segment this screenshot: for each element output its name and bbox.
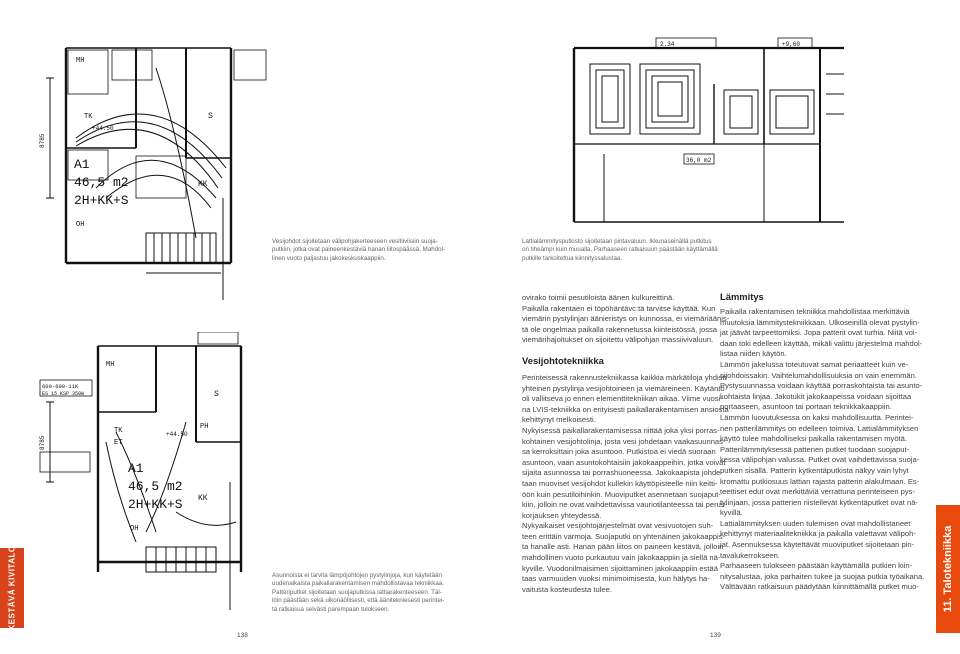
- text-line: Nykyaikaiset vesijohtojärjestelmät ovat vesivuotojen suh-: [522, 521, 714, 531]
- paragraph: [522, 521, 726, 595]
- text-line: Lämmön luovutuksessa on kaksi mahdollisuutta. Perintei-: [720, 412, 914, 422]
- caption-line: on tiheämpi kuin muualla. Parhaaseen ratkaisuun päästään käyttämällä: [522, 246, 718, 254]
- paragraph: [522, 425, 728, 521]
- plan-bottom-apt-id: A1: [128, 461, 144, 476]
- text-line: kessa välipohjan valussa. Putket ovat vaihdettavissa suoja-: [720, 455, 920, 465]
- plan-top-room-s: S: [208, 112, 213, 121]
- text-line: Perinteisessä rakennustekniikassa kaikkia märkätiloja yhdisti: [522, 372, 727, 382]
- text-line: kehittynyt materiaalitekniikka ja paikalla valettavat välipoh-: [720, 529, 916, 539]
- text-line: viemärihajoitukset on sijoitettu välipohjan massiivivaluun.: [522, 335, 714, 345]
- plan-bottom-area: 46,5 m2: [128, 479, 183, 494]
- plan-top-room-mh: MH: [76, 57, 85, 65]
- caption-line: linen vuoto paljastuu jakokeskuskaappiin.: [272, 254, 386, 262]
- text-line: teettiset edut ovat merkittäviä verrattuna perinteiseen pys-: [720, 487, 916, 497]
- caption-line: Lattialämmitysputkisto sijoitetaan pintavaluun. Ikkunaseinällä putkitus: [522, 238, 712, 245]
- text-line: kyvillä.: [720, 508, 743, 518]
- text-line: sijaita asunnossa tai porrashuoneessa. Jakokaapista johde-: [522, 468, 723, 478]
- plan-bottom-dim-side: 8785: [39, 435, 46, 450]
- text-line: kiin, jolloin ne ovat vaihdettavissa vauriotilanteessa tai perus-: [522, 500, 728, 510]
- intro-paragraph: [522, 293, 730, 346]
- plan-top-area: 46,5 m2: [74, 175, 129, 190]
- floor-plan-floor-heating: [564, 34, 854, 230]
- plan-top-tk: TK: [84, 113, 93, 121]
- text-line: viemärin pystylinjan äänieristys on kunnossa, ei viemäriäänis-: [522, 314, 730, 324]
- text-line: oli vallitseva jo ennen elementtitekniikan aikaa. Viime vuosi-: [522, 394, 723, 404]
- caption-line: Asunnoista ei tarvita lämpöjohtojen pystylinjoja, kun käytetään: [272, 572, 442, 579]
- text-line: ta hanalle asti. Hanan pään liitos on paineen kestävä, jolloin: [522, 542, 724, 552]
- text-line: muutoksia lämmitystekniikkaan. Ulkoseinillä olevat pystylin-: [720, 317, 920, 327]
- text-line: Parhaaseen tulokseen päästään käyttämällä putkien kiin-: [720, 561, 913, 571]
- text-line: kyville. Vuodonilmaisimen sijoittaminen jakokaappiin estää: [522, 563, 718, 573]
- text-line: Nykyisessä paikallarakentamisessa riittää joka yksi porras-: [522, 425, 720, 435]
- paragraph: [720, 444, 920, 519]
- paragraph: [720, 519, 916, 561]
- plan-bottom-room-mh: MH: [106, 361, 115, 369]
- text-line: Paikalla rakentaen ei töpöhäntävc:tä tarvitse käyttää. Kun: [522, 303, 716, 313]
- text-line: listaa niiden käytön.: [720, 349, 787, 359]
- floor-plan-heating-pipes: [36, 332, 268, 610]
- paragraph: [720, 561, 925, 593]
- text-line: teen erittäin varmoja. Suojaputki on yhtenäinen jakokaappis-: [522, 531, 726, 541]
- right-page: [480, 0, 960, 654]
- text-line: ovirako toimii pesutiloista äänen kulkureittinä.: [522, 293, 675, 302]
- page-number-right: 139: [710, 632, 721, 639]
- paragraph: [720, 307, 923, 360]
- text-line: taas varmuuden vuoksi minimoimisesta, kun hälytys ha-: [522, 574, 710, 584]
- plan-top-level: +44.50: [92, 125, 114, 132]
- plan-bottom-level: +44.50: [166, 431, 188, 438]
- text-line: Välttävään ratkaisuun päädytään kiinnittämällä putket muo-: [720, 582, 919, 592]
- brand-logo-band: [0, 545, 24, 631]
- plan-bottom-rooms: 2H+KK+S: [128, 497, 183, 512]
- text-line: tavalukerrokseen.: [720, 550, 780, 560]
- text-line: sa kerroksittain joka asuntoon. Putkistoa ei viedä suoraan: [522, 447, 716, 457]
- plan-bottom-et: ET: [114, 439, 123, 447]
- paragraph: [720, 412, 919, 445]
- plan-top-apt-id: A1: [74, 157, 90, 172]
- page-number-left: 138: [237, 632, 248, 639]
- text-line: käyttö tulee mahdolliseksi paikalla rakentamisen myötä.: [720, 434, 907, 444]
- caption-floor-heating: [522, 238, 718, 263]
- heating-plan-label-b: 36,0 m2: [686, 157, 712, 164]
- paragraph: [522, 372, 729, 426]
- plan-bottom-note-a: 600-600-11K: [42, 383, 79, 390]
- plan-top-room-kk: KK: [198, 180, 208, 189]
- plan-bottom-room-s: S: [214, 390, 219, 399]
- text-line: mahdollinen vuoto purkautuu vain jakokaappiin ja siellä nä-: [522, 553, 721, 563]
- plan-top-rooms: 2H+KK+S: [74, 193, 129, 208]
- heating-plan-label-c: +9,60: [782, 41, 801, 48]
- plan-bottom-room-kk: KK: [198, 494, 208, 503]
- text-line: Patterilämmityksessä patterien putket tuodaan suojaput-: [720, 444, 910, 454]
- text-line: Paikalla rakentamisen tekniikka mahdollistaa merkittäviä: [720, 307, 910, 316]
- caption-water-pipes: [272, 238, 445, 263]
- brand-logo-text: KESTÄVÄ KIVITALO: [7, 545, 17, 631]
- text-column-left: [522, 293, 730, 595]
- text-line: portaaseen, asuntoon tai portaan teknikkakaappiin.: [720, 402, 892, 412]
- text-line: putken sisällä. Patterin kytkentäputkista näkyy vain lyhyt: [720, 465, 909, 475]
- heating-plan-label-a: 2.34: [660, 41, 675, 48]
- text-line: nen patterilämmitys on edelleen toimiva. Lattialämmityksen: [720, 423, 919, 433]
- floor-plan-water-pipes: [36, 38, 268, 300]
- plan-top-dim-side: 8785: [39, 133, 46, 148]
- paragraph: [720, 359, 923, 413]
- heading-vesijohtotekniikka: Vesijohtotekniikka: [522, 354, 604, 366]
- chapter-tab-label: 11. Talotekniikka: [942, 525, 954, 613]
- text-line: vaitusta kosteudesta tulee.: [522, 584, 612, 594]
- text-line: Pystysuunnassa voidaan käyttää porraskohtaista tai asunto-: [720, 381, 923, 391]
- text-line: taan muoviset vesijohdot kullekin käyttöpisteelle niin keitti-: [522, 478, 718, 488]
- text-line: na LVIS-tekniikka on erityisesti paikallarakentamisen ansiosta: [522, 404, 729, 414]
- text-line: jat. Asennuksessa käytettävät muoviputket sijoitetaan pin-: [720, 540, 915, 550]
- text-line: asuntoon, vaan asuntokohtaisiin jakokaappeihin, jotka voivat: [522, 457, 726, 467]
- text-line: korjauksen yhteydessä.: [522, 510, 602, 520]
- caption-line: Patteriputket sijoitetaan suojaputkissa lattiarakenteeseen. Täl-: [272, 588, 442, 596]
- text-line: öön kuin pesutiloihinkin. Muoviputket asennetaan suojaput-: [522, 489, 721, 499]
- text-line: kehittynyt melkoisesti.: [522, 415, 596, 425]
- text-column-right: [720, 291, 925, 593]
- caption-line: tä ratkaisua selvästi parempaan tulokseen.: [272, 605, 390, 613]
- plan-top-room-oh: OH: [76, 221, 85, 229]
- text-line: daan toki edelleen käyttää, mikäli valittu järjestelmä mahdol-: [720, 338, 923, 348]
- text-line: tä ole ongelmaa paikalla rakennetussa kiinteistössä, jossa: [522, 324, 718, 334]
- text-line: kohtaista linjaa. Jakotukit jakokaapeissa voidaan sijoittaa: [720, 391, 912, 401]
- plan-bottom-room-oh: OH: [130, 525, 139, 533]
- chapter-tab: [936, 505, 960, 633]
- caption-line: putkiin, jotka ovat paineenkestäviä hanan liitospäässä. Mahdol-: [272, 246, 446, 254]
- heading-lammitys: Lämmitys: [720, 291, 764, 302]
- text-line: sijohdoissakin. Vaihtelumahdollisuuksia on vain enemmän.: [720, 370, 917, 380]
- text-line: tylinjaan, jossa patterien riisteilevät kytkentäputket ovat nä-: [720, 497, 918, 507]
- text-line: Lämmön jakelussa toteutuvat samat periaatteet kuin ve-: [720, 359, 909, 369]
- caption-heating-pipes: [272, 572, 444, 614]
- text-line: Lattialämmityksen uuden tulemisen ovat mahdollistaneet: [720, 518, 911, 528]
- plan-bottom-note-b: ES 15 KSP 350W: [42, 391, 85, 397]
- text-line: yhteinen pystylinja vesijohtoineen ja viemäreineen. Käytäntö: [522, 383, 725, 393]
- caption-line: uudenaikaista paikallarakentamisen mahdollistavaa tekniikkaa.: [272, 580, 444, 588]
- text-line: jat jäävät tarpeettomiksi. Jopa patterit ovat turhia. Niitä voi-: [720, 328, 918, 338]
- text-line: kohtainen vesijohtolinja, josta vesi johdetaan vaakasuunnas-: [522, 436, 726, 446]
- text-line: nitysalustaa, joka parhaiten tukee ja suojaa putkia työaikana.: [720, 571, 925, 581]
- text-line: kromattu putkiosuus lattian rajasta patterin alakulmaan. Es-: [720, 476, 920, 486]
- caption-line: Vesijohdot sijoitetaan välipohjakerteeseen vesitiiviisiin suoja-: [272, 238, 438, 245]
- caption-line: putkille tarkoitettua kiinnityssalustaa.: [522, 254, 623, 262]
- plan-bottom-tk: TK: [114, 427, 123, 435]
- caption-line: löin päästään sekä ulkonäöllisesti, että äänitekniesesti perintei-: [272, 597, 445, 605]
- plan-bottom-room-ph: PH: [200, 423, 209, 431]
